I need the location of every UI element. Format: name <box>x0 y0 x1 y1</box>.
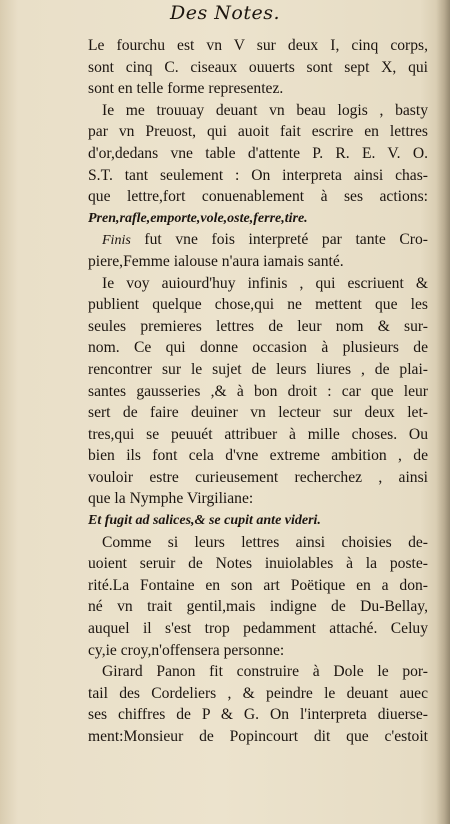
text-line: Girard Panon fit construire à Dole le por- <box>102 663 428 681</box>
text-line: publient quelque chose,qui ne mettent que les <box>88 296 428 314</box>
text-line: Le fourchu est vn V sur deux I, cinq corps, <box>88 37 428 54</box>
text-line: ment:Monsieur de Popincourt dit que c'estoit <box>88 728 428 745</box>
text-line-rest: fut vne fois interpreté par tante Cro- <box>144 231 428 249</box>
text-line: que la Nymphe Virgiliane: <box>88 490 254 508</box>
body-text <box>88 35 428 748</box>
text-line: rencontrer sur le sujet de leurs liures , de plai- <box>88 360 428 378</box>
text-line: piere,Femme ialouse n'aura iamais santé. <box>88 252 344 270</box>
text-line: S.T. tant seulement : On interpreta ainsi chas- <box>88 166 428 184</box>
finis-word: Finis <box>102 233 131 249</box>
text-line: vouloir estre curieusement recherchez , ainsi <box>88 468 428 486</box>
text-line: uoient seruir de Notes inuiolables à la poste- <box>88 555 428 573</box>
text-line: sont cinq C. ciseaux ouuerts sont sept X, qui <box>88 58 428 76</box>
text-line: nom. Ce qui donne occasion à plusieurs de <box>88 339 428 357</box>
text-line: bien ils font cela d'vne extreme ambition , de <box>88 447 428 465</box>
text-line: seules premieres lettres de leur nom & sur- <box>88 317 428 335</box>
text-line: santes gausseries ,& à bon droit : car que leur <box>88 382 428 400</box>
gutter-shadow <box>436 0 450 824</box>
text-line: sert de faire deuiner vn lecteur sur deux let- <box>88 404 428 422</box>
text-line: tres,qui se peuuét attribuer à mille choses. Ou <box>88 425 428 443</box>
text-line: Ie voy auiourd'huy infinis , qui escriuent & <box>102 274 428 292</box>
text-line <box>88 229 428 251</box>
text-line: auquel il s'est trop pedamment attaché. Celuy <box>88 620 428 638</box>
text-line: ses chiffres de P & G. On l'interpreta diuerse- <box>88 706 428 724</box>
text-line: Ie me trouuay deuant vn beau logis , basty <box>102 101 428 119</box>
italic-quote-line: Et fugit ad salices,& se cupit ante videri. <box>88 513 321 529</box>
text-line: Comme si leurs lettres ainsi choisies de- <box>102 533 428 551</box>
text-line: par vn Preuost, qui auoit fait escrire en lettres <box>88 123 428 141</box>
running-head: Des Notes. <box>169 2 280 24</box>
text-line: rité.La Fontaine en son art Poëtique en a don- <box>88 576 428 594</box>
text-line: sont en telle forme representez. <box>88 80 284 98</box>
text-line: tail des Cordeliers , & peindre le deuant auec <box>88 684 428 702</box>
text-line: que lettre,fort conuenablement à ses actions: <box>88 188 428 206</box>
text-line: d'or,dedans vne table d'attente P. R. E. V. O. <box>88 144 428 162</box>
text-line: né vn trait gentil,mais indigne de Du-Bellay, <box>88 598 428 616</box>
text-line: cy,ie croy,n'offensera personne: <box>88 641 285 659</box>
italic-quote-line: Pren,rafle,emporte,vole,oste,ferre,tire. <box>88 210 308 226</box>
